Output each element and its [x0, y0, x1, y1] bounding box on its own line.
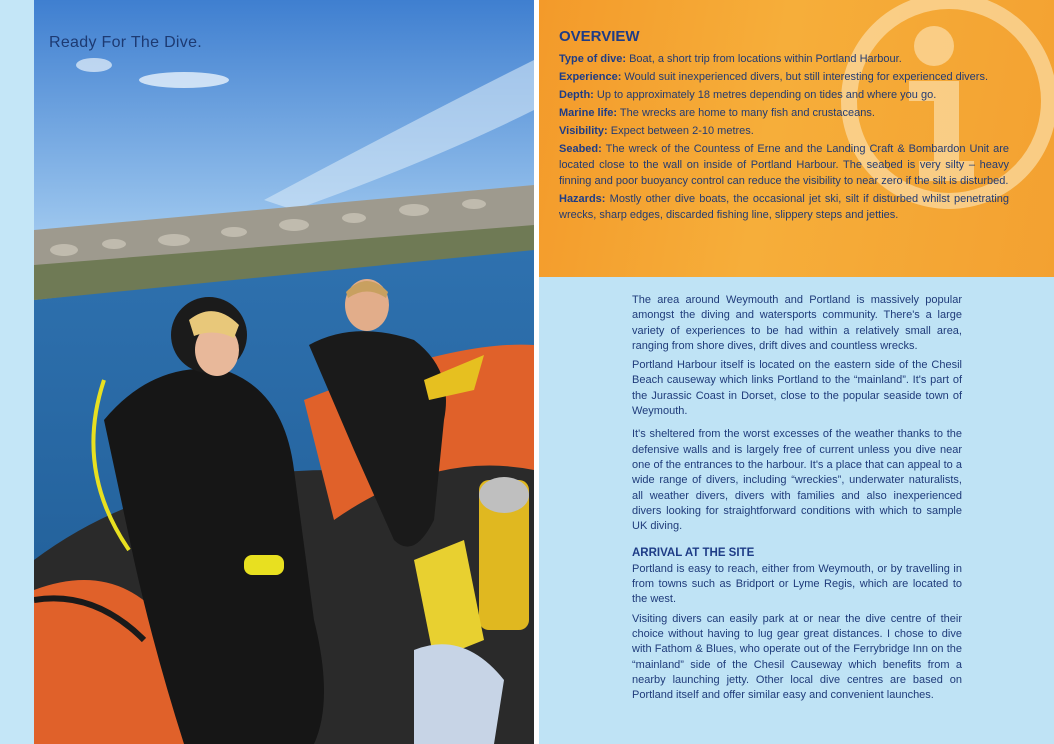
left-margin-strip [0, 0, 34, 744]
overview-label: Type of dive: [559, 53, 627, 65]
article-paragraph: Portland Harbour itself is located on the eastern side of the Chesil Beach causeway which links Portland to the “mainland”. It's part of the Jurassic Coast in Dorset, close to the popular seaside town of Weymouth. [632, 359, 962, 418]
overview-box [539, 0, 1054, 277]
overview-item-marine-life [559, 105, 1009, 121]
article-body [632, 293, 962, 707]
overview-label: Depth: [559, 89, 594, 101]
overview-text: Mostly other dive boats, the occasional jet ski, silt if disturbed whilst penetrating wrecks, sharp edges, discarded fishing line, slippery steps and jetties. [559, 193, 1009, 221]
article-paragraph: Portland is easy to reach, either from Weymouth, or by travelling in from towns such as Bridport or Lyme Regis, which are located to the west. [632, 562, 962, 606]
overview-label: Seabed: [559, 143, 602, 155]
overview-label: Visibility: [559, 125, 608, 137]
article-paragraph: It's sheltered from the worst excesses of the weather thanks to the defensive walls and is largely free of current unless you dive near one of the entrances to the harbour. It's a place that can appeal to a wide range of divers, including “wreckies”, underwater naturalists, all weather divers, divers with families and also inexperienced divers looking for straightforward conditions with which to sample UK diving. [632, 428, 962, 533]
overview-label: Experience: [559, 71, 622, 83]
overview-label: Marine life: [559, 107, 618, 119]
overview-item-type [559, 51, 1009, 67]
overview-text: Would suit inexperienced divers, but still interesting for experienced divers. [621, 71, 989, 83]
overview-text: The wreck of the Countess of Erne and the Landing Craft & Bombardon Unit are located close to the wall on inside of Portland Harbour. The seabed is very silty – heavy finning and poor buoyancy control can reduce the visibility to near zero if the silt is disturbed. [559, 143, 1009, 187]
overview-text: The wrecks are home to many fish and crustaceans. [617, 107, 875, 119]
diver-photo [34, 0, 534, 744]
article-paragraph: The area around Weymouth and Portland is massively popular amongst the diving and watersports community. There's a large variety of experiences to be had within a relatively small area, ranging from shore dives, drift dives and countless wrecks. [632, 294, 962, 352]
article-paragraph: Visiting divers can easily park at or near the dive centre of their choice without having to lug gear great distances. I chose to dive with Fathom & Blues, who operate out of the Ferrybridge Inn on the “mainland” side of the Chesil Causeway which benefits from a nearby launching jetty. Other local dive centres are based on Portland itself and offer similar easy and convenient launches. [632, 612, 962, 702]
overview-text: Boat, a short trip from locations within Portland Harbour. [626, 53, 902, 65]
overview-text: Expect between 2-10 metres. [607, 125, 754, 137]
overview-item-experience [559, 69, 1009, 85]
photo-illustration [34, 0, 534, 744]
overview-item-seabed [559, 141, 1009, 189]
arrival-heading: ARRIVAL AT THE SITE [632, 547, 755, 560]
overview-label: Hazards: [559, 193, 606, 205]
overview-item-depth [559, 87, 1009, 103]
overview-text: Up to approximately 18 metres depending on tides and where you go. [593, 89, 937, 101]
overview-item-visibility [559, 123, 1009, 139]
overview-item-hazards [559, 191, 1009, 223]
photo-caption: Ready For The Dive. [49, 34, 203, 51]
overview-title: OVERVIEW [559, 28, 640, 45]
